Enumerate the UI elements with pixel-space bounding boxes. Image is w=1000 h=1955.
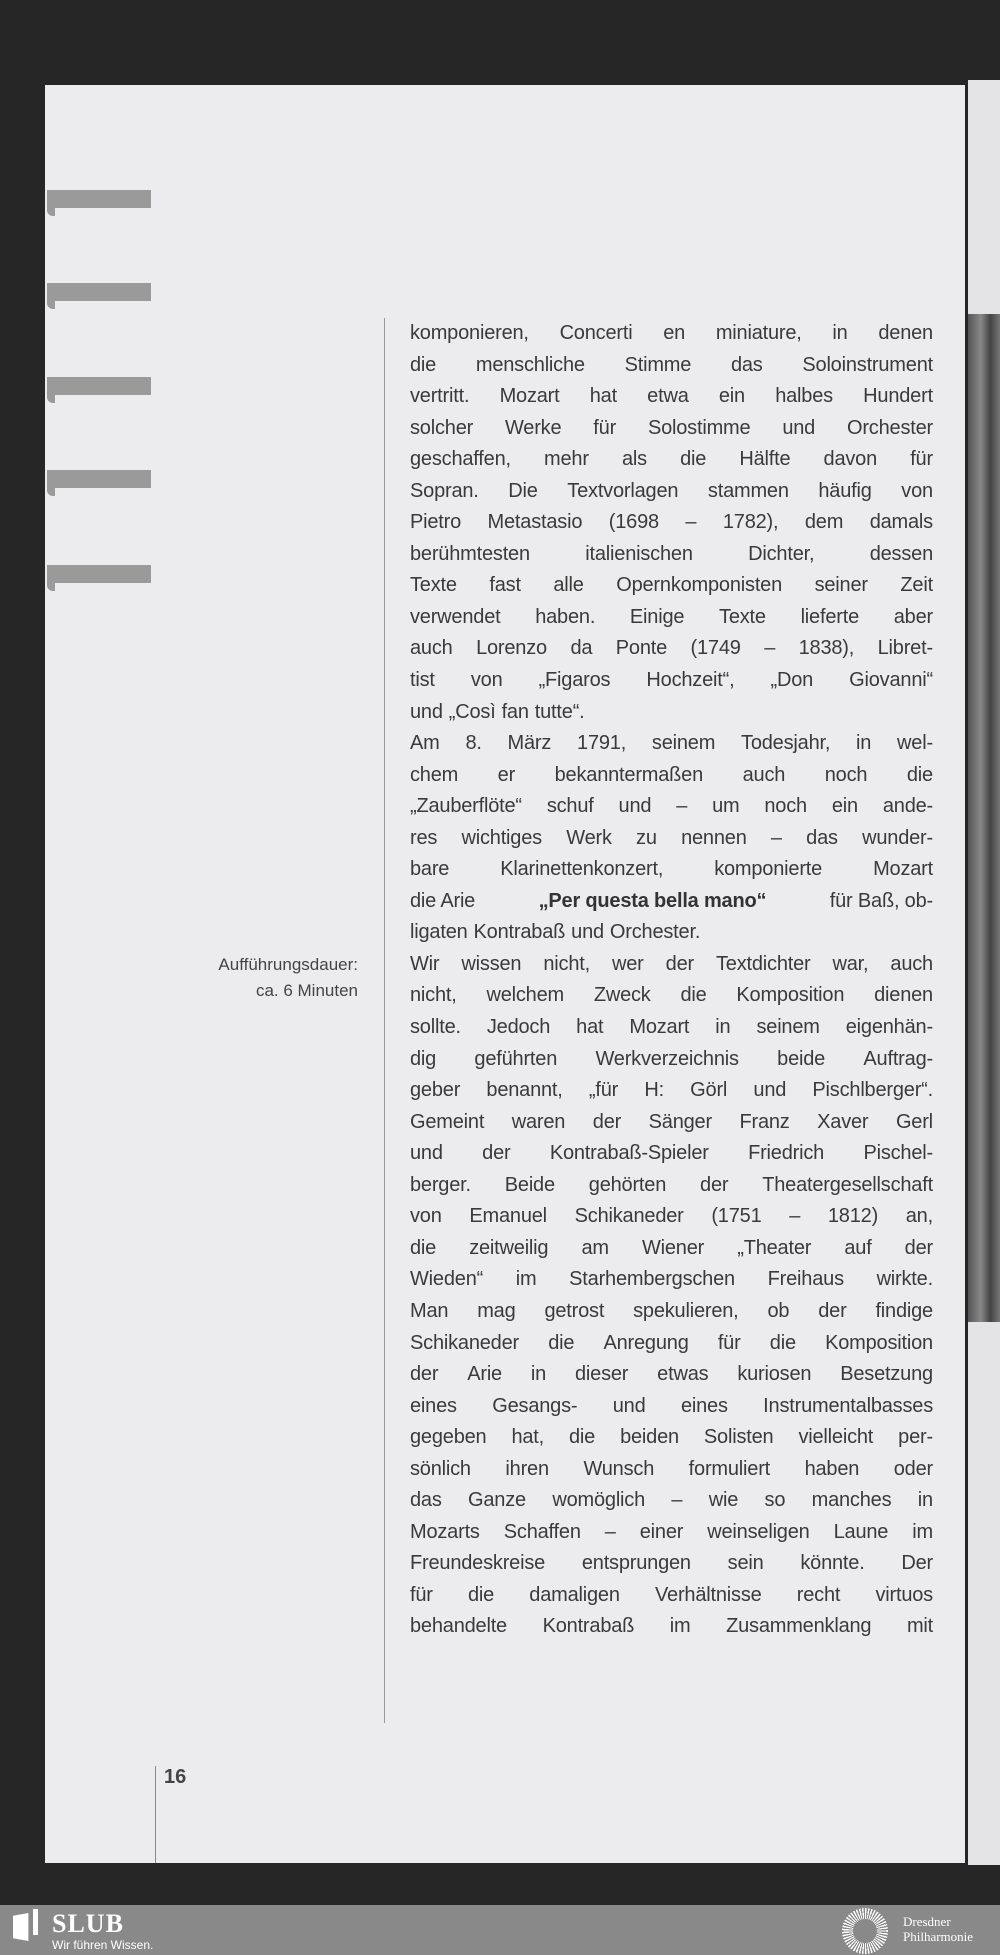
text-line: geber benannt, „für H: Görl und Pischlberger“. bbox=[410, 1079, 933, 1102]
text-line: für die damaligen Verhältnisse recht virtuos bbox=[410, 1583, 933, 1606]
text-line: dig geführten Werkverzeichnis beide Auftrag- bbox=[410, 1047, 933, 1070]
text-line: von Emanuel Schikaneder (1751 – 1812) an, bbox=[410, 1205, 933, 1228]
facing-page-photo bbox=[968, 314, 1000, 1322]
text-line: berühmtesten italienischen Dichter, dessen bbox=[410, 542, 933, 565]
text-line: und der Kontrabaß-Spieler Friedrich Pischel- bbox=[410, 1142, 933, 1165]
slub-tagline: Wir führen Wissen. bbox=[52, 1938, 154, 1952]
text-line: Sopran. Die Textvorlagen stammen häufig von bbox=[410, 479, 933, 502]
text-line: der Arie in dieser etwas kuriosen Besetzung bbox=[410, 1363, 933, 1386]
text-span: für Baß, ob- bbox=[829, 889, 933, 912]
text-line bbox=[410, 886, 933, 918]
text-line: verwendet haben. Einige Texte lieferte aber bbox=[410, 605, 933, 628]
text-line: nicht, welchem Zweck die Komposition dienen bbox=[410, 984, 933, 1007]
text-line: Pietro Metastasio (1698 – 1782), dem damals bbox=[410, 511, 933, 534]
register-tab bbox=[50, 565, 151, 583]
slub-book-icon bbox=[13, 1913, 35, 1941]
text-line: die zeitweilig am Wiener „Theater auf der bbox=[410, 1236, 933, 1259]
dresdner-philharmonie-logo-icon[interactable] bbox=[842, 1908, 888, 1954]
text-line: „Zauberflöte“ schuf und – um noch ein ande- bbox=[410, 795, 933, 818]
duration-value: ca. 6 Minuten bbox=[255, 981, 358, 1000]
register-tab bbox=[50, 470, 151, 488]
page-number-rule bbox=[155, 1766, 156, 1863]
text-line: Gemeint waren der Sänger Franz Xaver Gerl bbox=[410, 1110, 933, 1133]
text-line: behandelte Kontrabaß im Zusammenklang mit bbox=[410, 1615, 933, 1638]
text-line: gegeben hat, die beiden Solisten vielleicht per- bbox=[410, 1426, 933, 1449]
register-tab bbox=[50, 283, 151, 301]
text-line: Wieden“ im Starhembergschen Freihaus wirkte. bbox=[410, 1268, 933, 1291]
text-line: ligaten Kontrabaß und Orchester. bbox=[410, 921, 701, 944]
body-text bbox=[410, 318, 933, 1643]
text-line: bare Klarinettenkonzert, komponierte Mozart bbox=[410, 858, 933, 881]
text-line: Texte fast alle Opernkomponisten seiner Zeit bbox=[410, 574, 933, 597]
text-line: Man mag getrost spekulieren, ob der findige bbox=[410, 1299, 933, 1322]
text-line: sollte. Jedoch hat Mozart in seinem eigenhän- bbox=[410, 1016, 933, 1039]
text-line: komponieren, Concerti en miniature, in denen bbox=[410, 322, 933, 344]
register-tab bbox=[50, 190, 151, 208]
text-line: Freundeskreise entsprungen sein könnte. Der bbox=[410, 1552, 933, 1575]
text-line: Mozarts Schaffen – einer weinseligen Laune im bbox=[410, 1520, 933, 1543]
slub-book-spine-icon bbox=[33, 1909, 38, 1935]
text-line: chem er bekanntermaßen auch noch die bbox=[410, 763, 933, 786]
text-line: Schikaneder die Anregung für die Komposition bbox=[410, 1331, 933, 1354]
duration-label: Aufführungsdauer: bbox=[218, 955, 358, 974]
side-note bbox=[218, 952, 358, 1004]
text-line: vertritt. Mozart hat etwa ein halbes Hundert bbox=[410, 385, 933, 408]
work-title: „Per questa bella mano“ bbox=[538, 889, 767, 912]
dresdner-philharmonie-name[interactable] bbox=[903, 1914, 973, 1944]
text-line: Am 8. März 1791, seinem Todesjahr, in wel- bbox=[410, 732, 933, 755]
viewer-footer bbox=[0, 1905, 1000, 1955]
text-line: geschaffen, mehr als die Hälfte davon für bbox=[410, 448, 933, 471]
text-line: sönlich ihren Wunsch formuliert haben oder bbox=[410, 1457, 933, 1480]
register-tab bbox=[50, 377, 151, 395]
text-line: und „Così fan tutte“. bbox=[410, 700, 585, 723]
text-span: die Arie bbox=[410, 889, 476, 912]
text-line: berger. Beide gehörten der Theatergesellschaft bbox=[410, 1173, 933, 1196]
text-line: auch Lorenzo da Ponte (1749 – 1838), Libret- bbox=[410, 637, 933, 660]
page-number: 16 bbox=[164, 1766, 187, 1788]
partner-name-line2: Philharmonie bbox=[903, 1929, 974, 1944]
text-line: die menschliche Stimme das Soloinstrument bbox=[410, 353, 933, 376]
slub-logo[interactable]: SLUB bbox=[52, 1909, 124, 1938]
text-line: eines Gesangs- und eines Instrumentalbasses bbox=[410, 1394, 933, 1417]
text-line: solcher Werke für Solostimme und Orchester bbox=[410, 416, 933, 439]
partner-name-line1: Dresdner bbox=[903, 1914, 951, 1929]
text-line: das Ganze womöglich – wie so manches in bbox=[410, 1489, 933, 1512]
text-line: Wir wissen nicht, wer der Textdichter war, auch bbox=[410, 952, 933, 975]
text-line: tist von „Figaros Hochzeit“, „Don Giovanni“ bbox=[410, 669, 933, 692]
column-divider bbox=[384, 318, 385, 1723]
text-line: res wichtiges Werk zu nennen – das wunder- bbox=[410, 826, 933, 849]
